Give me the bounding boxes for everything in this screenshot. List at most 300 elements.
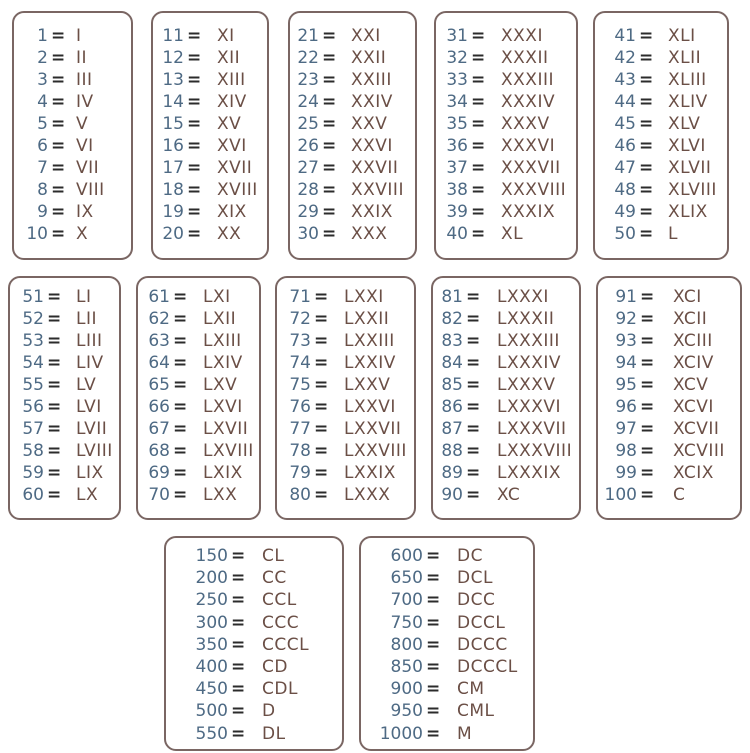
- arabic-number: 47: [614, 158, 636, 178]
- roman-numeral: C: [673, 485, 686, 505]
- roman-numeral: XVIII: [217, 180, 258, 200]
- roman-numeral: II: [76, 48, 88, 68]
- equals-sign: =: [231, 612, 246, 633]
- arabic-number: 350: [195, 634, 228, 655]
- roman-numeral: CCC: [262, 612, 300, 633]
- arabic-number: 10: [26, 224, 48, 244]
- roman-numeral: CC: [262, 568, 287, 589]
- roman-numeral: XIII: [217, 70, 246, 90]
- roman-numeral: III: [76, 70, 93, 90]
- numeral-row: [0, 418, 750, 440]
- arabic-number: 64: [148, 353, 170, 373]
- arabic-number: 550: [195, 723, 228, 744]
- equals-sign: =: [173, 331, 188, 351]
- roman-numeral: LVII: [76, 419, 108, 439]
- arabic-number: 80: [289, 485, 311, 505]
- arabic-number: 84: [441, 353, 463, 373]
- equals-sign: =: [314, 287, 329, 307]
- equals-sign: =: [173, 463, 188, 483]
- roman-numeral: XXVI: [351, 136, 393, 156]
- roman-numeral: XC: [497, 485, 521, 505]
- arabic-number: 70: [148, 485, 170, 505]
- equals-sign: =: [322, 26, 337, 46]
- equals-sign: =: [471, 48, 486, 68]
- arabic-number: 98: [615, 441, 637, 461]
- numeral-row: [0, 567, 750, 589]
- roman-numeral: XLI: [668, 26, 696, 46]
- equals-sign: =: [466, 463, 481, 483]
- roman-numeral: LXIX: [203, 463, 243, 483]
- arabic-number: 91: [615, 287, 637, 307]
- roman-numeral: XXXVI: [501, 136, 556, 156]
- equals-sign: =: [322, 48, 337, 68]
- roman-numeral: XLVIII: [668, 180, 717, 200]
- numeral-row: [0, 179, 750, 201]
- roman-numeral: VIII: [76, 180, 105, 200]
- roman-numeral: DCCL: [457, 612, 506, 633]
- numeral-row: [0, 113, 750, 135]
- arabic-number: 38: [446, 180, 468, 200]
- arabic-number: 99: [615, 463, 637, 483]
- roman-numeral: CML: [457, 701, 495, 722]
- roman-numeral: XLIV: [668, 92, 708, 112]
- equals-sign: =: [426, 634, 441, 655]
- equals-sign: =: [466, 397, 481, 417]
- arabic-number: 900: [390, 679, 423, 700]
- equals-sign: =: [466, 287, 481, 307]
- roman-numeral: LVI: [76, 397, 102, 417]
- arabic-number: 250: [195, 590, 228, 611]
- equals-sign: =: [314, 463, 329, 483]
- equals-sign: =: [426, 701, 441, 722]
- equals-sign: =: [639, 158, 654, 178]
- roman-numeral: CL: [262, 546, 285, 566]
- equals-sign: =: [187, 224, 202, 244]
- roman-numeral: XXX: [351, 224, 388, 244]
- roman-numeral: LXXIX: [344, 463, 396, 483]
- arabic-number: 65: [148, 375, 170, 395]
- equals-sign: =: [51, 70, 66, 90]
- arabic-number: 39: [446, 202, 468, 222]
- roman-numeral: LXXXVIII: [497, 441, 573, 461]
- equals-sign: =: [639, 224, 654, 244]
- equals-sign: =: [322, 158, 337, 178]
- numeral-row: [0, 589, 750, 611]
- arabic-number: 42: [614, 48, 636, 68]
- numeral-row: [0, 396, 750, 418]
- equals-sign: =: [314, 331, 329, 351]
- arabic-number: 51: [22, 287, 44, 307]
- equals-sign: =: [640, 331, 655, 351]
- equals-sign: =: [639, 202, 654, 222]
- arabic-number: 86: [441, 397, 463, 417]
- arabic-number: 300: [195, 612, 228, 633]
- numeral-row: [0, 286, 750, 308]
- arabic-number: 94: [615, 353, 637, 373]
- arabic-number: 17: [162, 158, 184, 178]
- arabic-number: 89: [441, 463, 463, 483]
- arabic-number: 60: [22, 485, 44, 505]
- roman-numeral: XLVII: [668, 158, 712, 178]
- arabic-number: 2: [37, 48, 48, 68]
- roman-numeral: XXIII: [351, 70, 392, 90]
- roman-numeral: XXXII: [501, 48, 549, 68]
- roman-numeral: XII: [217, 48, 241, 68]
- equals-sign: =: [173, 419, 188, 439]
- equals-sign: =: [322, 136, 337, 156]
- arabic-number: 43: [614, 70, 636, 90]
- numeral-row: [0, 678, 750, 700]
- numeral-row: [0, 91, 750, 113]
- arabic-number: 13: [162, 70, 184, 90]
- equals-sign: =: [471, 180, 486, 200]
- equals-sign: =: [322, 114, 337, 134]
- roman-numeral: CM: [457, 679, 485, 700]
- equals-sign: =: [47, 309, 62, 329]
- arabic-number: 150: [195, 546, 228, 566]
- arabic-number: 7: [37, 158, 48, 178]
- roman-numeral: LXVIII: [203, 441, 254, 461]
- numeral-row: [0, 484, 750, 506]
- equals-sign: =: [466, 441, 481, 461]
- arabic-number: 11: [162, 26, 184, 46]
- roman-numeral: LXXII: [344, 309, 390, 329]
- roman-numeral: XV: [217, 114, 242, 134]
- equals-sign: =: [187, 180, 202, 200]
- arabic-number: 75: [289, 375, 311, 395]
- equals-sign: =: [466, 375, 481, 395]
- equals-sign: =: [640, 375, 655, 395]
- arabic-number: 61: [148, 287, 170, 307]
- arabic-number: 12: [162, 48, 184, 68]
- equals-sign: =: [322, 180, 337, 200]
- arabic-number: 85: [441, 375, 463, 395]
- roman-numeral: DCC: [457, 590, 496, 611]
- arabic-number: 700: [390, 590, 423, 611]
- arabic-number: 78: [289, 441, 311, 461]
- roman-numeral: XLIII: [668, 70, 707, 90]
- arabic-number: 29: [297, 202, 319, 222]
- roman-numeral: LIX: [76, 463, 104, 483]
- roman-numeral: XL: [501, 224, 524, 244]
- equals-sign: =: [47, 353, 62, 373]
- equals-sign: =: [47, 463, 62, 483]
- roman-numeral: XXXIX: [501, 202, 556, 222]
- arabic-number: 500: [195, 701, 228, 722]
- roman-numeral: LXI: [203, 287, 231, 307]
- equals-sign: =: [640, 485, 655, 505]
- arabic-number: 69: [148, 463, 170, 483]
- equals-sign: =: [173, 287, 188, 307]
- equals-sign: =: [51, 114, 66, 134]
- roman-numeral: LXVII: [203, 419, 249, 439]
- equals-sign: =: [173, 375, 188, 395]
- equals-sign: =: [426, 590, 441, 611]
- equals-sign: =: [51, 224, 66, 244]
- roman-numeral: LXX: [203, 485, 238, 505]
- roman-numeral: V: [76, 114, 89, 134]
- arabic-number: 56: [22, 397, 44, 417]
- numeral-row: [0, 201, 750, 223]
- equals-sign: =: [426, 657, 441, 677]
- roman-numeral: LXXXVII: [497, 419, 567, 439]
- roman-numeral: XCIV: [673, 353, 714, 373]
- equals-sign: =: [322, 70, 337, 90]
- equals-sign: =: [640, 353, 655, 373]
- roman-numeral: LXXXIX: [497, 463, 562, 483]
- roman-numeral: XCVI: [673, 397, 714, 417]
- arabic-number: 93: [615, 331, 637, 351]
- arabic-number: 200: [195, 568, 228, 589]
- roman-numeral: LXXXII: [497, 309, 555, 329]
- equals-sign: =: [314, 397, 329, 417]
- roman-numeral: CDL: [262, 679, 298, 700]
- numeral-row: [0, 374, 750, 396]
- roman-numeral: XCVII: [673, 419, 720, 439]
- roman-numeral: XXI: [351, 26, 381, 46]
- roman-numeral: LXXXIII: [497, 331, 560, 351]
- arabic-number: 95: [615, 375, 637, 395]
- equals-sign: =: [231, 701, 246, 722]
- roman-numeral: LXXXVI: [497, 397, 562, 417]
- roman-numeral: XXVII: [351, 158, 399, 178]
- arabic-number: 18: [162, 180, 184, 200]
- arabic-number: 83: [441, 331, 463, 351]
- roman-numeral: XVII: [217, 158, 253, 178]
- roman-numeral: CCL: [262, 590, 297, 611]
- numeral-row: [0, 157, 750, 179]
- equals-sign: =: [426, 723, 441, 744]
- equals-sign: =: [51, 92, 66, 112]
- roman-numeral: LXXXIV: [497, 353, 562, 373]
- roman-numeral: XVI: [217, 136, 247, 156]
- numeral-row: [0, 223, 750, 245]
- roman-numeral: XCII: [673, 309, 708, 329]
- arabic-number: 82: [441, 309, 463, 329]
- equals-sign: =: [231, 723, 246, 744]
- roman-numeral: LX: [76, 485, 99, 505]
- arabic-number: 73: [289, 331, 311, 351]
- arabic-number: 44: [614, 92, 636, 112]
- equals-sign: =: [466, 419, 481, 439]
- equals-sign: =: [322, 224, 337, 244]
- equals-sign: =: [47, 441, 62, 461]
- arabic-number: 59: [22, 463, 44, 483]
- arabic-number: 48: [614, 180, 636, 200]
- arabic-number: 81: [441, 287, 463, 307]
- arabic-number: 55: [22, 375, 44, 395]
- numeral-row: [0, 25, 750, 47]
- equals-sign: =: [187, 70, 202, 90]
- equals-sign: =: [640, 419, 655, 439]
- roman-numeral: XXXIII: [501, 70, 554, 90]
- arabic-number: 27: [297, 158, 319, 178]
- equals-sign: =: [231, 679, 246, 700]
- equals-sign: =: [47, 287, 62, 307]
- numeral-row: [0, 656, 750, 678]
- arabic-number: 31: [446, 26, 468, 46]
- equals-sign: =: [639, 48, 654, 68]
- roman-numeral: LXV: [203, 375, 238, 395]
- roman-numeral: LXXIV: [344, 353, 396, 373]
- arabic-number: 1000: [379, 723, 423, 744]
- arabic-number: 54: [22, 353, 44, 373]
- arabic-number: 950: [390, 701, 423, 722]
- roman-numeral: XXV: [351, 114, 388, 134]
- numeral-row: [0, 308, 750, 330]
- equals-sign: =: [426, 568, 441, 589]
- arabic-number: 3: [37, 70, 48, 90]
- roman-numeral: LIII: [76, 331, 103, 351]
- arabic-number: 57: [22, 419, 44, 439]
- roman-numeral: LXXVII: [344, 419, 402, 439]
- equals-sign: =: [471, 158, 486, 178]
- arabic-number: 23: [297, 70, 319, 90]
- arabic-number: 19: [162, 202, 184, 222]
- arabic-number: 21: [297, 26, 319, 46]
- roman-numeral: LXII: [203, 309, 237, 329]
- roman-numeral: D: [262, 701, 276, 722]
- roman-numeral: XCVIII: [673, 441, 725, 461]
- roman-numeral: DCCCL: [457, 657, 518, 677]
- roman-numeral: LIV: [76, 353, 104, 373]
- arabic-number: 76: [289, 397, 311, 417]
- arabic-number: 5: [37, 114, 48, 134]
- arabic-number: 750: [390, 612, 423, 633]
- arabic-number: 97: [615, 419, 637, 439]
- arabic-number: 450: [195, 679, 228, 700]
- numeral-row: [0, 462, 750, 484]
- roman-numeral: XIV: [217, 92, 247, 112]
- arabic-number: 34: [446, 92, 468, 112]
- roman-numeral: LXXXI: [497, 287, 549, 307]
- arabic-number: 600: [390, 546, 423, 566]
- arabic-number: 26: [297, 136, 319, 156]
- roman-numeral: VII: [76, 158, 100, 178]
- roman-numeral: VI: [76, 136, 94, 156]
- arabic-number: 32: [446, 48, 468, 68]
- roman-numeral: LXIV: [203, 353, 243, 373]
- roman-numeral: LI: [76, 287, 92, 307]
- numeral-row: [0, 700, 750, 722]
- numeral-row: [0, 545, 750, 567]
- roman-numeral: XXIX: [351, 202, 393, 222]
- equals-sign: =: [314, 485, 329, 505]
- roman-numeral: LXIII: [203, 331, 242, 351]
- roman-numeral: LXXIII: [344, 331, 395, 351]
- equals-sign: =: [51, 136, 66, 156]
- equals-sign: =: [640, 397, 655, 417]
- arabic-number: 16: [162, 136, 184, 156]
- arabic-number: 92: [615, 309, 637, 329]
- equals-sign: =: [47, 485, 62, 505]
- equals-sign: =: [173, 441, 188, 461]
- equals-sign: =: [471, 224, 486, 244]
- equals-sign: =: [231, 568, 246, 589]
- arabic-number: 35: [446, 114, 468, 134]
- equals-sign: =: [640, 309, 655, 329]
- roman-numeral: XXXIV: [501, 92, 556, 112]
- equals-sign: =: [466, 309, 481, 329]
- roman-numeral: XLV: [668, 114, 701, 134]
- roman-numeral: XCIII: [673, 331, 713, 351]
- arabic-number: 90: [441, 485, 463, 505]
- equals-sign: =: [51, 202, 66, 222]
- arabic-number: 650: [390, 568, 423, 589]
- equals-sign: =: [466, 331, 481, 351]
- arabic-number: 53: [22, 331, 44, 351]
- roman-numeral: I: [76, 26, 82, 46]
- roman-numeral: XXXV: [501, 114, 550, 134]
- equals-sign: =: [187, 26, 202, 46]
- arabic-number: 14: [162, 92, 184, 112]
- arabic-number: 6: [37, 136, 48, 156]
- arabic-number: 77: [289, 419, 311, 439]
- roman-numeral: X: [76, 224, 89, 244]
- arabic-number: 9: [37, 202, 48, 222]
- equals-sign: =: [640, 287, 655, 307]
- equals-sign: =: [51, 48, 66, 68]
- equals-sign: =: [466, 485, 481, 505]
- arabic-number: 20: [162, 224, 184, 244]
- roman-numeral: IV: [76, 92, 94, 112]
- roman-numeral: XLVI: [668, 136, 706, 156]
- roman-numeral: DL: [262, 723, 286, 744]
- arabic-number: 1: [37, 26, 48, 46]
- roman-numeral: LXVI: [203, 397, 243, 417]
- roman-numeral: LXXI: [344, 287, 384, 307]
- equals-sign: =: [47, 331, 62, 351]
- numeral-row: [0, 69, 750, 91]
- arabic-number: 66: [148, 397, 170, 417]
- equals-sign: =: [231, 590, 246, 611]
- arabic-number: 400: [195, 657, 228, 677]
- equals-sign: =: [322, 92, 337, 112]
- equals-sign: =: [639, 70, 654, 90]
- arabic-number: 67: [148, 419, 170, 439]
- roman-numeral: LII: [76, 309, 97, 329]
- arabic-number: 87: [441, 419, 463, 439]
- arabic-number: 96: [615, 397, 637, 417]
- arabic-number: 40: [446, 224, 468, 244]
- equals-sign: =: [426, 612, 441, 633]
- numeral-row: [0, 723, 750, 745]
- roman-numeral: LXXVIII: [344, 441, 407, 461]
- roman-numeral: XXVIII: [351, 180, 404, 200]
- arabic-number: 62: [148, 309, 170, 329]
- equals-sign: =: [47, 419, 62, 439]
- roman-numeral: XX: [217, 224, 242, 244]
- arabic-number: 72: [289, 309, 311, 329]
- equals-sign: =: [639, 180, 654, 200]
- equals-sign: =: [471, 136, 486, 156]
- equals-sign: =: [640, 441, 655, 461]
- arabic-number: 41: [614, 26, 636, 46]
- roman-numeral: XXXVIII: [501, 180, 567, 200]
- roman-numeral: DCCC: [457, 634, 508, 655]
- arabic-number: 52: [22, 309, 44, 329]
- roman-numeral: CD: [262, 657, 288, 677]
- roman-numeral: XXXVII: [501, 158, 561, 178]
- arabic-number: 68: [148, 441, 170, 461]
- equals-sign: =: [173, 485, 188, 505]
- equals-sign: =: [639, 136, 654, 156]
- arabic-number: 74: [289, 353, 311, 373]
- arabic-number: 24: [297, 92, 319, 112]
- numeral-row: [0, 612, 750, 634]
- arabic-number: 50: [614, 224, 636, 244]
- roman-numeral: XXXI: [501, 26, 543, 46]
